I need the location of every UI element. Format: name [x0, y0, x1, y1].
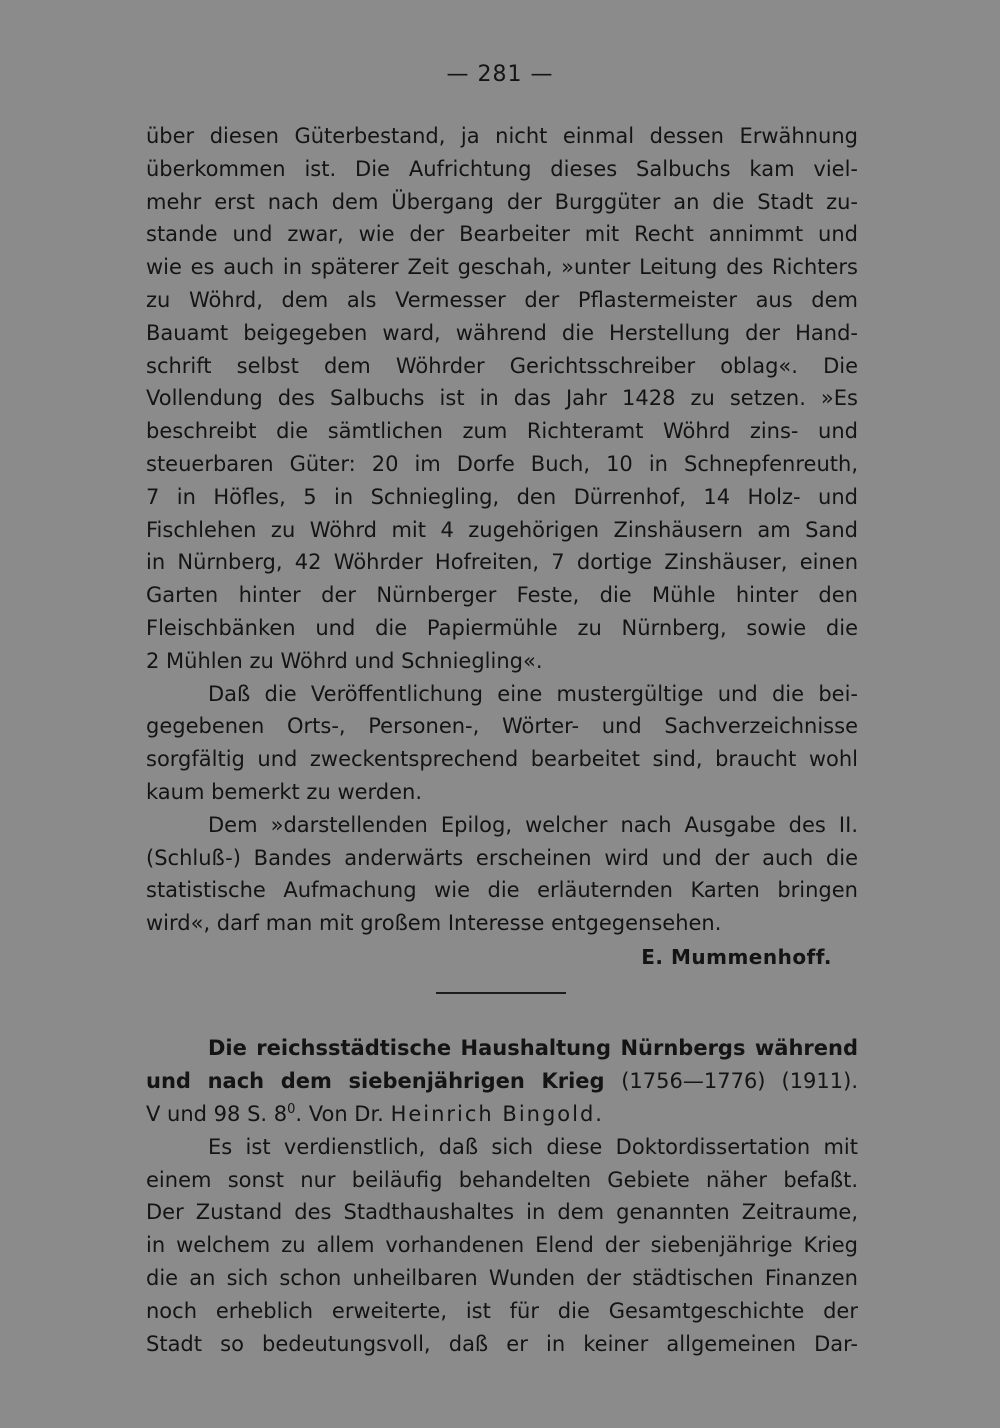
book-title-years: (1756—1776) (1911). — [621, 1069, 859, 1093]
text-line: kaum bemerkt zu werden. — [146, 779, 423, 804]
text-line: 2 Mühlen zu Wöhrd und Schniegling«. — [146, 648, 543, 673]
text-line: mehr erst nach dem Übergang der Burggüter an die Stadt zu- — [146, 189, 858, 214]
text-line: schrift selbst dem Wöhrder Gerichtsschreiber oblag«. Die — [146, 353, 858, 378]
text-line: stande und zwar, wie der Bearbeiter mit Recht annimmt und — [146, 222, 858, 247]
text-line: Fleischbänken und die Papiermühle zu Nürnberg, sowie die — [146, 615, 858, 640]
book-meta-by: . Von Dr. — [295, 1102, 384, 1126]
text-line: wird«, darf man mit großem Interesse entgegensehen. — [146, 911, 722, 936]
paragraph-2 — [146, 678, 858, 809]
book-title-line-2 — [146, 1065, 858, 1098]
text-line: Bauamt beigegeben ward, während die Herstellung der Hand- — [146, 320, 858, 345]
text-line: noch erheblich erweiterte, ist für die Gesamtgeschichte der — [146, 1298, 858, 1323]
page-number: — 281 — — [446, 62, 554, 87]
text-line: in Nürnberg, 42 Wöhrder Hofreiten, 7 dortige Zinshäuser, einen — [146, 550, 858, 575]
text-line: (Schluß-) Bandes anderwärts erscheinen wird und der auch die — [146, 845, 858, 870]
text-line: Es ist verdienstlich, daß sich diese Doktordissertation mit — [208, 1134, 858, 1159]
book-meta — [146, 1098, 858, 1131]
text-line: sorgfältig und zweckentsprechend bearbeitet sind, braucht wohl — [146, 747, 858, 772]
text-line: statistische Aufmachung wie die erläuternden Karten bringen — [146, 878, 858, 903]
text-line: zu Wöhrd, dem als Vermesser der Pflastermeister aus dem — [146, 287, 858, 312]
paragraph-3 — [146, 809, 858, 940]
text-line: Dem »darstellenden Epilog, welcher nach Ausgabe des II. — [208, 812, 858, 837]
text-line: Garten hinter der Nürnberger Feste, die Mühle hinter den — [146, 583, 858, 608]
text-line: Stadt so bedeutungsvoll, daß er in keiner allgemeinen Dar- — [146, 1331, 858, 1356]
review-mummenhoff — [146, 120, 858, 974]
text-line: 7 in Höfles, 5 in Schniegling, den Dürrenhof, 14 Holz- und — [146, 484, 858, 509]
text-line: über diesen Güterbestand, ja nicht einmal dessen Erwähnung — [146, 124, 858, 148]
text-line: in welchem zu allem vorhandenen Elend der siebenjährige Krieg — [146, 1233, 858, 1258]
book-title-part: und nach dem siebenjährigen Krieg — [146, 1069, 605, 1093]
text-line: überkommen ist. Die Aufrichtung dieses Salbuchs kam viel- — [146, 156, 858, 181]
text-line: beschreibt die sämtlichen zum Richteramt Wöhrd zins- und — [146, 419, 858, 444]
text-line: einem sonst nur beiläufig behandelten Gebiete näher befaßt. — [146, 1167, 858, 1192]
text-line: Fischlehen zu Wöhrd mit 4 zugehörigen Zinshäusern am Sand — [146, 517, 858, 542]
text-line: Vollendung des Salbuchs ist in das Jahr 1428 zu setzen. »Es — [146, 386, 858, 411]
text-line: wie es auch in späterer Zeit geschah, »unter Leitung des Richters — [146, 255, 858, 280]
book-title-line-1: Die reichsstädtische Haushaltung Nürnbergs während — [208, 1036, 858, 1060]
paragraph-1 — [146, 120, 858, 678]
review-bingold — [146, 1032, 858, 1360]
section-divider — [436, 992, 566, 994]
text-line: gegebenen Orts-, Personen-, Wörter- und Sachverzeichnisse — [146, 714, 858, 739]
text-line: steuerbaren Güter: 20 im Dorfe Buch, 10 in Schnepfenreuth, — [146, 451, 858, 476]
text-line: die an sich schon unheilbaren Wunden der städtischen Finanzen — [146, 1265, 858, 1290]
text-line: Daß die Veröffentlichung eine mustergültige und die bei- — [208, 681, 858, 706]
book-meta-format-sup: 0 — [287, 1102, 296, 1117]
book-meta-pages: V und 98 S. 8 — [146, 1102, 288, 1126]
reviewer-signature: E. Mummenhoff. — [641, 944, 832, 969]
book-author: Heinrich Bingold. — [390, 1102, 604, 1126]
text-line: Der Zustand des Stadthaushaltes in dem genannten Zeitraume, — [146, 1200, 858, 1225]
